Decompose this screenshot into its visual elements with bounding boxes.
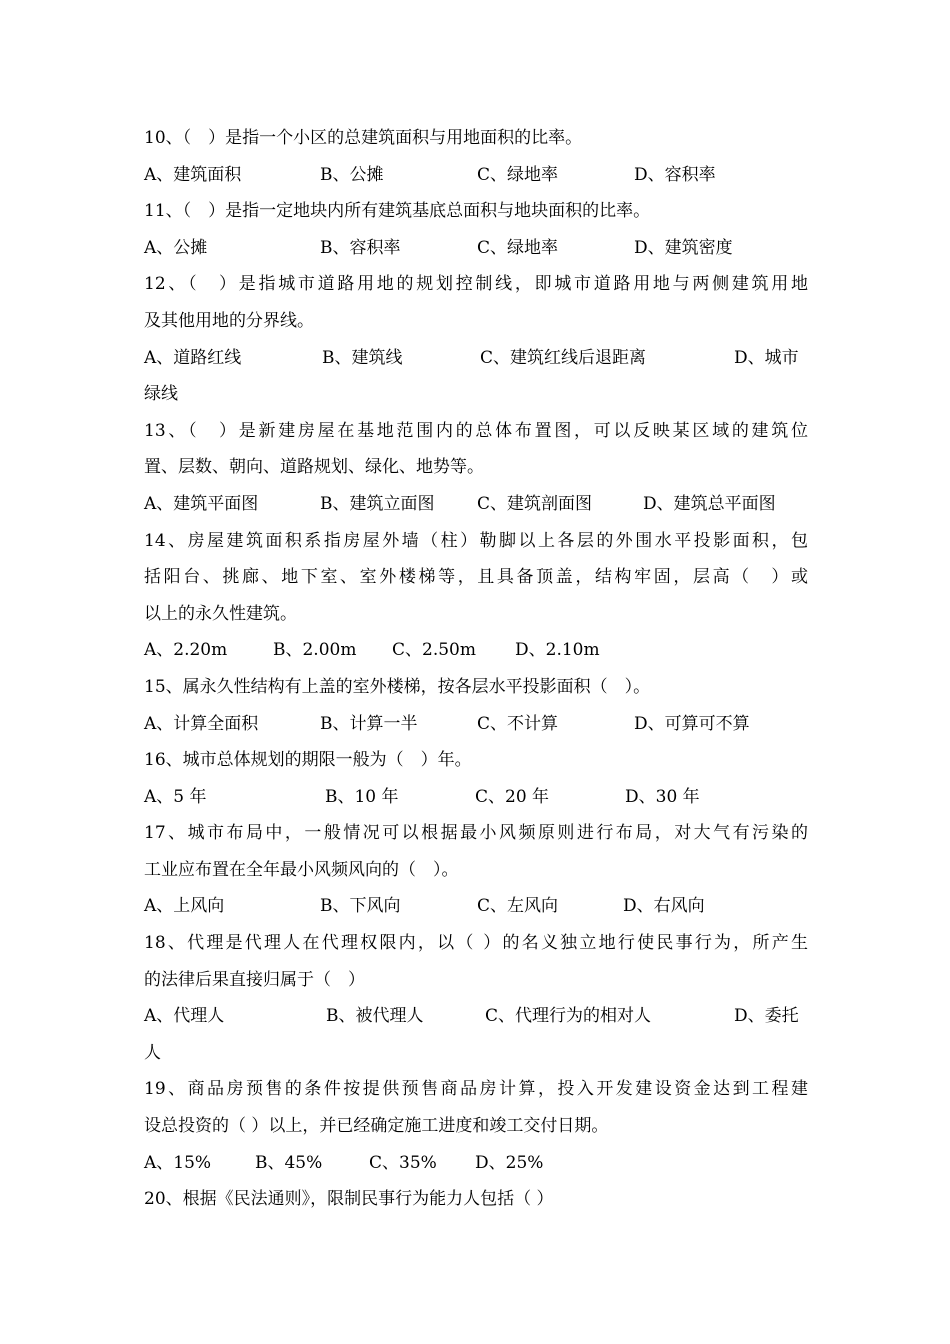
option-d: D、建筑密度 xyxy=(634,237,733,258)
option-b: B、2.00m xyxy=(273,640,357,661)
option-b: B、建筑线 xyxy=(322,347,403,368)
answer-options xyxy=(144,706,808,743)
answer-options xyxy=(144,1145,808,1182)
question-text: 14、房屋建筑面积系指房屋外墙（柱）勒脚以上各层的外围水平投影面积，包 xyxy=(144,530,808,551)
option-a: A、2.20m xyxy=(144,640,228,661)
option-a: A、建筑平面图 xyxy=(144,493,259,514)
option-b: B、计算一半 xyxy=(320,713,418,734)
question-16 xyxy=(144,742,808,815)
question-list xyxy=(144,120,808,1218)
option-c: C、20 年 xyxy=(475,786,550,807)
question-19 xyxy=(144,1071,808,1181)
answer-options xyxy=(144,486,808,523)
question-15 xyxy=(144,669,808,742)
option-c: C、绿地率 xyxy=(477,237,559,258)
option-a: A、代理人 xyxy=(144,1006,225,1027)
answer-options xyxy=(144,230,808,267)
option-b: B、10 年 xyxy=(325,786,399,807)
answer-options xyxy=(144,340,808,377)
question-text: 的法律后果直接归属于（ ） xyxy=(144,969,365,990)
answer-options xyxy=(144,157,808,194)
option-a: A、道路红线 xyxy=(144,347,242,368)
option-d-continued: 人 xyxy=(144,1042,161,1063)
option-d: D、30 年 xyxy=(625,786,700,807)
question-text: 13、（ ）是新建房屋在基地范围内的总体布置图，可以反映某区域的建筑位 xyxy=(144,420,808,441)
option-d: D、25% xyxy=(475,1152,544,1173)
question-text: 及其他用地的分界线。 xyxy=(144,310,314,331)
option-c: C、绿地率 xyxy=(477,164,559,185)
question-13 xyxy=(144,413,808,523)
option-a: A、上风向 xyxy=(144,896,225,917)
question-text: 括阳台、挑廊、地下室、室外楼梯等，且具备顶盖，结构牢固，层高（ ）或 xyxy=(144,567,808,588)
option-d: D、可算可不算 xyxy=(634,713,750,734)
question-text: 16、城市总体规划的期限一般为（ ）年。 xyxy=(144,750,472,771)
question-14 xyxy=(144,523,808,669)
option-d: D、右风向 xyxy=(623,896,705,917)
option-c: C、2.50m xyxy=(392,640,476,661)
question-text: 12、（ ）是指城市道路用地的规划控制线，即城市道路用地与两侧建筑用地 xyxy=(144,274,808,295)
question-text: 20、根据《民法通则》，限制民事行为能力人包括（ ） xyxy=(144,1189,554,1210)
option-c: C、不计算 xyxy=(477,713,559,734)
option-d: D、城市 xyxy=(734,347,799,368)
option-d: D、建筑总平面图 xyxy=(643,493,776,514)
option-b: B、被代理人 xyxy=(326,1006,424,1027)
option-d: D、容积率 xyxy=(634,164,716,185)
question-text: 19、商品房预售的条件按提供预售商品房计算，投入开发建设资金达到工程建 xyxy=(144,1079,808,1100)
question-text: 11、（ ）是指一定地块内所有建筑基底总面积与地块面积的比率。 xyxy=(144,201,651,222)
option-b: B、建筑立面图 xyxy=(320,493,435,514)
option-a: A、5 年 xyxy=(144,786,207,807)
question-text: 17、城市布局中，一般情况可以根据最小风频原则进行布局，对大气有污染的 xyxy=(144,823,808,844)
answer-options xyxy=(144,888,808,925)
answer-options xyxy=(144,632,808,669)
option-c: C、左风向 xyxy=(477,896,559,917)
option-d: D、2.10m xyxy=(515,640,600,661)
question-text: 以上的永久性建筑。 xyxy=(144,603,297,624)
question-text: 15、属永久性结构有上盖的室外楼梯，按各层水平投影面积（ ）。 xyxy=(144,676,651,697)
option-b: B、下风向 xyxy=(320,896,401,917)
option-c: C、建筑红线后退距离 xyxy=(480,347,647,368)
option-d-continued: 绿线 xyxy=(144,384,178,405)
option-b: B、45% xyxy=(255,1152,323,1173)
option-b: B、公摊 xyxy=(320,164,384,185)
option-c: C、代理行为的相对人 xyxy=(485,1006,652,1027)
question-11 xyxy=(144,193,808,266)
question-10 xyxy=(144,120,808,193)
answer-options xyxy=(144,779,808,816)
question-text: 工业应布置在全年最小风频风向的（ ）。 xyxy=(144,859,459,880)
question-text: 18、代理是代理人在代理权限内，以（ ）的名义独立地行使民事行为，所产生 xyxy=(144,933,808,954)
option-a: A、建筑面积 xyxy=(144,164,242,185)
question-12 xyxy=(144,266,808,412)
question-text: 置、层数、朝向、道路规划、绿化、地势等。 xyxy=(144,457,484,478)
option-c: C、35% xyxy=(369,1152,437,1173)
question-18 xyxy=(144,925,808,1071)
option-b: B、容积率 xyxy=(320,237,401,258)
question-17 xyxy=(144,815,808,925)
option-a: A、15% xyxy=(144,1152,212,1173)
question-text: 设总投资的（ ）以上，并已经确定施工进度和竣工交付日期。 xyxy=(144,1116,609,1137)
question-text: 10、（ ）是指一个小区的总建筑面积与用地面积的比率。 xyxy=(144,128,583,148)
option-d: D、委托 xyxy=(734,1006,799,1027)
question-20 xyxy=(144,1181,808,1218)
option-a: A、公摊 xyxy=(144,237,208,258)
option-c: C、建筑剖面图 xyxy=(477,493,593,514)
answer-options xyxy=(144,998,808,1035)
option-a: A、计算全面积 xyxy=(144,713,259,734)
